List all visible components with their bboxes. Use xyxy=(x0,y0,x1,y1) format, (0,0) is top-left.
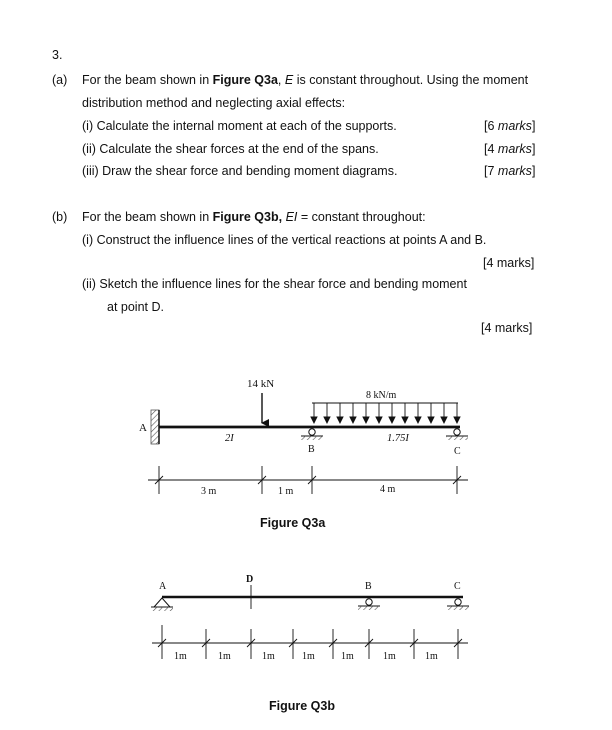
label-a: A xyxy=(139,422,147,434)
part-b-label: (b) xyxy=(52,210,68,224)
q3b-label-c: C xyxy=(454,581,461,592)
udl-label: 8 kN/m xyxy=(366,390,397,401)
udl-arrows xyxy=(311,403,460,423)
part-a-item-2-marks: [4 marks] xyxy=(484,142,536,156)
q3b-dim-2: 1m xyxy=(218,651,231,662)
q3b-label-d: D xyxy=(246,574,254,585)
figure-q3b xyxy=(151,574,469,713)
q3b-dim-5: 1m xyxy=(341,651,354,662)
part-a-intro-pre: For the beam shown in xyxy=(82,73,213,87)
figure-q3a xyxy=(139,378,468,530)
q3b-dim-4: 1m xyxy=(302,651,315,662)
part-a-item-3-marks: [7 marks] xyxy=(484,164,536,178)
part-b-intro-ei: EI xyxy=(285,210,298,224)
dim-3m: 3 m xyxy=(201,486,217,497)
question-number: 3. xyxy=(52,48,63,62)
stiffness-bc: 1.75I xyxy=(387,433,409,444)
caption-q3a: Figure Q3a xyxy=(260,516,326,530)
part-a-item-3: (iii) Draw the shear force and bending moment diagrams. xyxy=(82,164,398,178)
stiffness-ab: 2I xyxy=(225,433,234,444)
q3b-dim-3: 1m xyxy=(262,651,275,662)
part-a-intro-mid: , xyxy=(277,73,285,87)
part-b-figure-ref: Figure Q3b, xyxy=(212,210,286,224)
label-b: B xyxy=(308,444,315,455)
part-b-intro-post: = constant throughout: xyxy=(297,210,426,224)
label-c: C xyxy=(454,446,461,457)
part-b-item-2-line2: at point D. xyxy=(107,300,164,314)
roller-support-c xyxy=(446,429,468,440)
pin-support-a xyxy=(151,598,173,611)
fixed-support-a xyxy=(151,410,159,444)
q3b-dim-7: 1m xyxy=(425,651,438,662)
dimension-line-q3a xyxy=(148,466,468,494)
roller-support-c-q3b xyxy=(447,599,469,610)
part-a-intro-post: is constant throughout. Using the moment xyxy=(293,73,529,87)
part-a-intro-line2: distribution method and neglecting axial effects: xyxy=(82,96,346,110)
part-a-item-1: (i) Calculate the internal moment at each of the supports. xyxy=(82,119,397,133)
part-a-figure-ref: Figure Q3a xyxy=(212,73,278,87)
q3b-dim-1: 1m xyxy=(174,651,187,662)
q3b-label-b: B xyxy=(365,581,372,592)
part-b-intro-pre: For the beam shown in xyxy=(82,210,213,224)
part-b-item-1: (i) Construct the influence lines of the vertical reactions at points A and B. xyxy=(82,233,487,247)
part-b-item-2: (ii) Sketch the influence lines for the shear force and bending moment xyxy=(82,277,467,291)
dim-4m: 4 m xyxy=(380,484,396,495)
roller-support-b xyxy=(301,429,323,440)
caption-q3b: Figure Q3b xyxy=(269,699,335,713)
part-b-item-1-marks: [4 marks] xyxy=(483,256,535,270)
part-a-label: (a) xyxy=(52,73,68,87)
q3b-dim-6: 1m xyxy=(383,651,396,662)
part-b-item-2-marks: [4 marks] xyxy=(481,321,533,335)
dim-1m: 1 m xyxy=(278,486,294,497)
point-load-label: 14 kN xyxy=(247,378,275,390)
part-a-item-2: (ii) Calculate the shear forces at the end of the spans. xyxy=(82,142,379,156)
part-a-intro-e: E xyxy=(284,73,294,87)
part-a-item-1-marks: [6 marks] xyxy=(484,119,536,133)
q3b-label-a: A xyxy=(159,581,167,592)
roller-support-b-q3b xyxy=(358,599,380,610)
